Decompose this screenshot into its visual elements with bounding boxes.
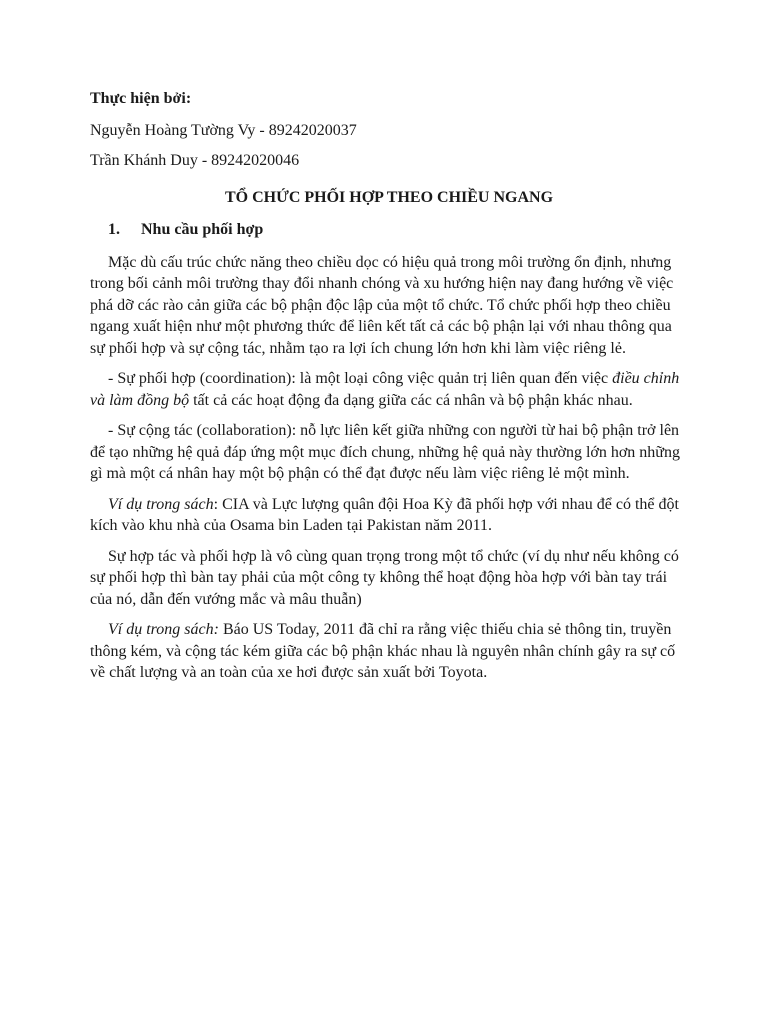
collaboration-paragraph: - Sự cộng tác (collaboration): nỗ lực liên kết giữa những con người từ hai bộ phận trở lên để tạo những hệ quả đáp ứng một mục đích chung, những hệ quả này thường lớn hơn những gì mà một cá nhân hay một bộ phận có thể đạt được nếu làm việc riêng lẻ một mình. — [90, 422, 680, 482]
example-text: Báo US Today, 2011 đã chỉ ra rằng việc thiếu chia sẻ thông tin, truyền thông kém, và cộng tác kém giữa các bộ phận khác nhau là nguyên nhân chính gây ra sự cố về chất lượng và an toàn của xe hơi được sản xuất bởi Toyota. — [90, 621, 676, 681]
example-label: Ví dụ trong sách — [108, 495, 214, 513]
intro-paragraph: Mặc dù cấu trúc chức năng theo chiều dọc có hiệu quả trong môi trường ổn định, nhưng trong bối cảnh môi trường thay đổi nhanh chóng và xu hướng hiện nay đang hướng về việc phá dỡ các rào cản giữa các bộ phận độc lập của một tổ chức. Tổ chức phối hợp theo chiều ngang xuất hiện như một phương thức để liên kết tất cả các bộ phận lại với nhau thông qua sự phối hợp và sự cộng tác, nhằm tạo ra lợi ích chung lớn hơn khi làm việc riêng lẻ. — [90, 253, 674, 357]
coordination-paragraph — [90, 368, 688, 411]
section-number: 1. — [108, 221, 120, 238]
coordination-text: - Sự phối hợp (coordination): là một loại công việc quản trị liên quan đến việc — [108, 370, 613, 387]
section-heading — [90, 219, 688, 241]
example-paragraph — [90, 494, 688, 537]
example-paragraph — [90, 619, 688, 684]
credits-label: Thực hiện bởi: — [90, 90, 192, 107]
example-text: : CIA và Lực lượng quân đội Hoa Kỳ đã phối hợp với nhau để có thể đột kích vào khu nhà của Osama bin Laden tại Pakistan năm 2011. — [90, 495, 679, 534]
example-label: Ví dụ trong sách: — [108, 621, 219, 638]
coordination-emphasis: điều chỉnh và làm đồng bộ — [90, 370, 680, 409]
document-body — [90, 88, 688, 693]
author-line: Nguyễn Hoàng Tường Vy - 89242020037 — [90, 121, 357, 139]
author-line: Trần Khánh Duy - 89242020046 — [90, 152, 300, 169]
section-heading-text: Nhu cầu phối hợp — [141, 221, 264, 238]
importance-paragraph: Sự hợp tác và phối hợp là vô cùng quan trọng trong một tổ chức (ví dụ như nếu không có sự phối hợp thì bàn tay phải của một công ty không thể hoạt động hòa hợp với bàn tay trái của nó, dẫn đến vướng mắc và mâu thuẫn) — [90, 547, 679, 608]
document-title: TỔ CHỨC PHỐI HỢP THEO CHIỀU NGANG — [224, 188, 554, 206]
coordination-text-end: tất cả các hoạt động đa dạng giữa các cá nhân và bộ phận khác nhau. — [189, 391, 633, 409]
